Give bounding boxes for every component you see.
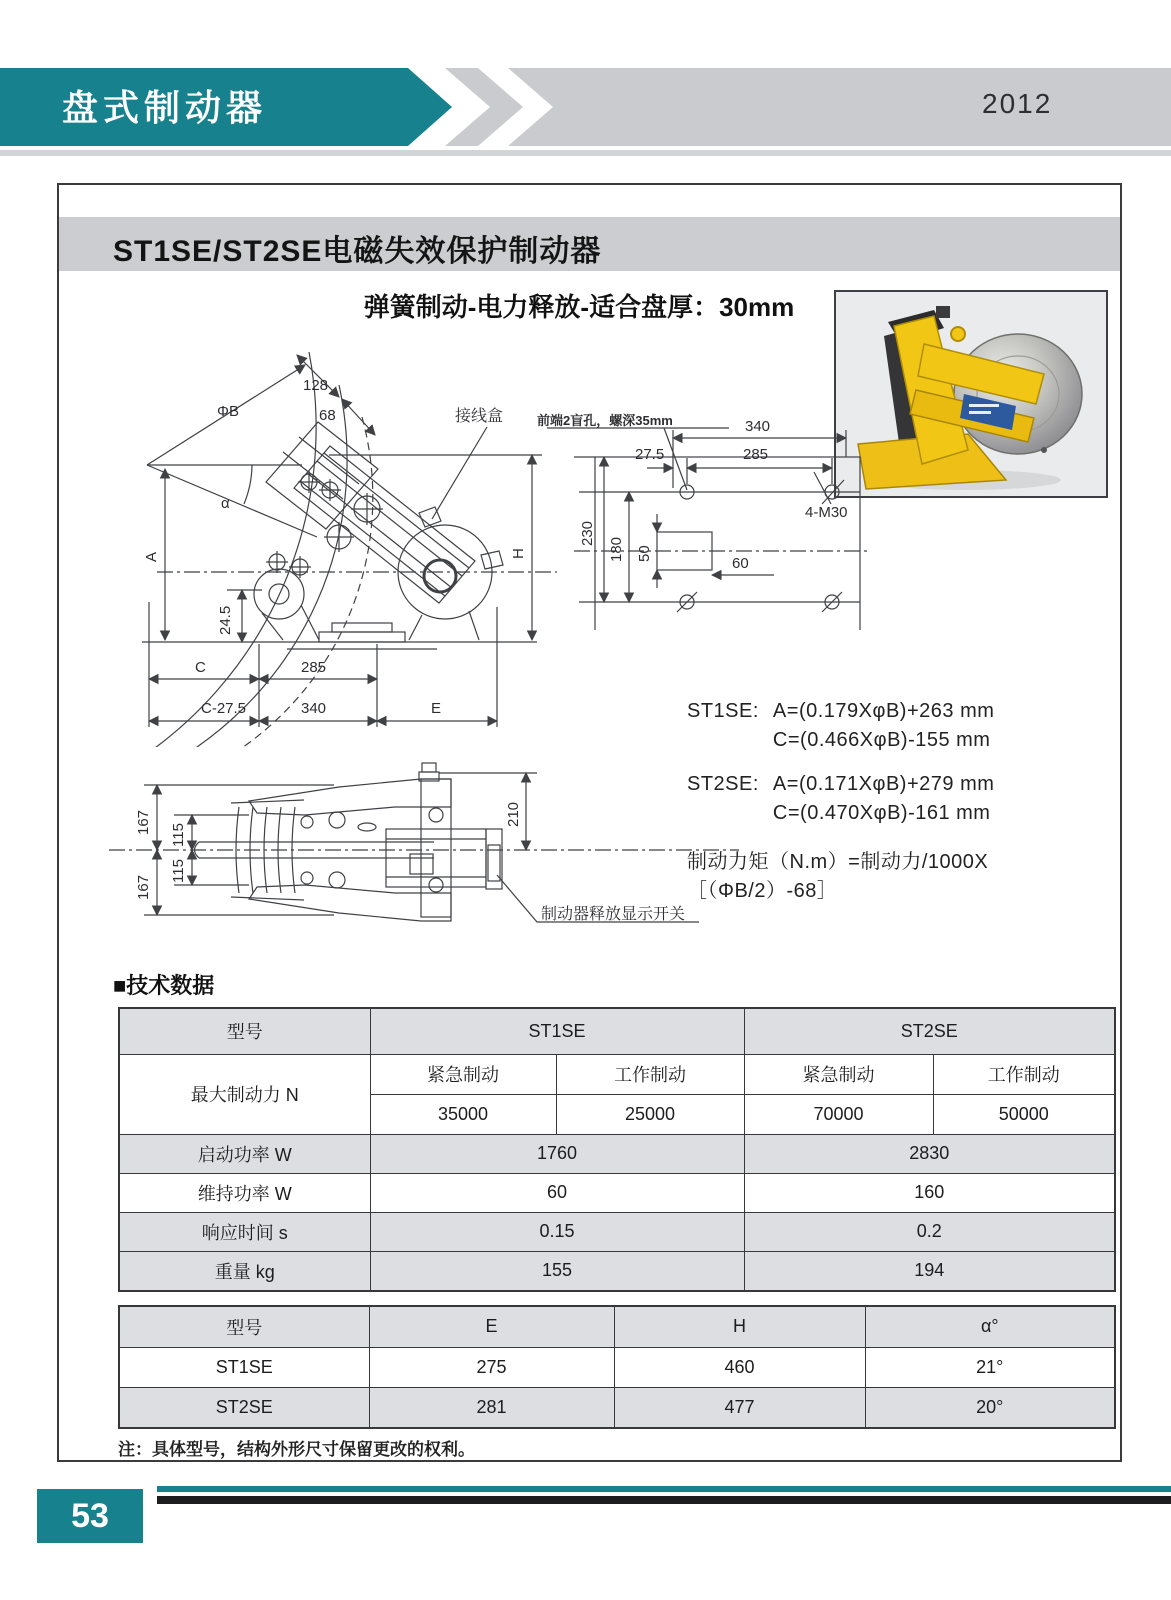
dim-340-side: 340	[301, 700, 327, 717]
row-value-cell: 155	[370, 1251, 744, 1291]
page-number: 53	[71, 1496, 109, 1535]
dim-value-cell: 20°	[865, 1387, 1115, 1428]
product-title: ST1SE/ST2SE电磁失效保护制动器	[113, 235, 602, 268]
table-note: 注：具体型号，结构外形尺寸保留更改的权利。	[118, 1440, 475, 1459]
dim-60: 60	[732, 555, 749, 572]
drawing-side-view	[87, 347, 587, 747]
model-header-cell: 型号	[119, 1008, 370, 1054]
dim-phi-b: ΦB	[217, 403, 239, 420]
table-row	[119, 1134, 1115, 1173]
dim-value-cell: 275	[369, 1347, 614, 1387]
formula-st2se	[687, 770, 994, 828]
dim-285-plate: 285	[743, 446, 769, 463]
dim-167-bottom: 167	[135, 874, 152, 900]
model-st1se-cell: ST1SE	[370, 1008, 744, 1054]
tech-data-section-title: ■技术数据	[113, 973, 215, 998]
dim-210: 210	[505, 801, 522, 827]
dim-alpha: α	[221, 495, 230, 512]
product-title-bar	[59, 217, 1120, 271]
dim-header-cell: E	[369, 1306, 614, 1347]
year-label: 2012	[982, 88, 1053, 119]
row-value-cell: 1760	[370, 1134, 744, 1173]
table-row	[119, 1173, 1115, 1212]
sub-header-cell: 工作制动	[556, 1054, 744, 1094]
drawing-top-view	[99, 745, 779, 940]
dim-a: A	[143, 551, 160, 562]
formula-st2se-label: ST2SE:	[687, 773, 759, 795]
table-row	[119, 1251, 1115, 1291]
dim-68: 68	[319, 407, 336, 424]
dimension-table	[118, 1305, 1116, 1429]
formula-torque: 制动力矩（N.m）=制动力/1000X［（ΦB/2）-68］	[687, 851, 989, 902]
footer-line-teal	[157, 1486, 1171, 1492]
dim-128: 128	[303, 377, 329, 394]
formula-st1se-a: A=(0.179XφB)+263 mm	[772, 700, 995, 722]
dim-value-cell: 21°	[865, 1347, 1115, 1387]
dim-180: 180	[608, 536, 625, 562]
blind-hole-note: 前端2盲孔，螺深35mm	[537, 413, 673, 428]
row-value-cell: 160	[744, 1173, 1115, 1212]
row-value-cell: 0.15	[370, 1212, 744, 1251]
dim-value-cell: 281	[369, 1387, 614, 1428]
max-force-value-cell: 35000	[370, 1094, 556, 1134]
banner-underline	[0, 150, 1171, 156]
max-force-value-cell: 70000	[744, 1094, 933, 1134]
dim-value-cell: 477	[614, 1387, 865, 1428]
drawing-mounting-plate	[529, 380, 869, 630]
row-value-cell: 2830	[744, 1134, 1115, 1173]
row-value-cell: 0.2	[744, 1212, 1115, 1251]
table-row	[119, 1054, 1115, 1094]
table-row	[119, 1347, 1115, 1387]
dim-e: E	[431, 700, 442, 717]
formula-st1se-label: ST1SE:	[687, 700, 759, 722]
dim-340-plate: 340	[745, 418, 771, 435]
sub-header-cell: 紧急制动	[370, 1054, 556, 1094]
dim-167-top: 167	[135, 809, 152, 835]
page-number-box	[37, 1489, 143, 1543]
dim-115-bottom: 115	[170, 859, 187, 883]
row-value-cell: 60	[370, 1173, 744, 1212]
dim-27-5: 27.5	[635, 446, 665, 463]
row-value-cell: 194	[744, 1251, 1115, 1291]
table-row	[119, 1008, 1115, 1054]
junction-box-label: 接线盒	[455, 408, 504, 425]
sub-header-cell: 紧急制动	[744, 1054, 933, 1094]
dim-header-cell: α°	[865, 1306, 1115, 1347]
footer-line-black	[157, 1496, 1171, 1504]
max-force-value-cell: 25000	[556, 1094, 744, 1134]
content-box	[57, 183, 1122, 1462]
dim-285-side: 285	[301, 659, 327, 676]
formula-st2se-c: C=(0.470XφB)-161 mm	[772, 802, 991, 824]
table-row	[119, 1306, 1115, 1347]
bolt-label-4-m30: 4-M30	[805, 504, 848, 521]
formula-st1se-c: C=(0.466XφB)-155 mm	[772, 729, 991, 751]
table-row	[119, 1212, 1115, 1251]
release-switch-label: 制动器释放显示开关	[541, 906, 686, 923]
dim-230: 230	[579, 520, 596, 546]
row-label-cell: 响应时间 s	[119, 1212, 370, 1251]
row-label-cell: 启动功率 W	[119, 1134, 370, 1173]
model-st2se-cell: ST2SE	[744, 1008, 1115, 1054]
brake-photo-illustration	[836, 292, 1106, 496]
max-force-value-cell: 50000	[933, 1094, 1115, 1134]
row-label-cell: 重量 kg	[119, 1251, 370, 1291]
dim-115-top: 115	[170, 823, 187, 847]
dim-value-cell: ST2SE	[119, 1387, 369, 1428]
max-force-label-cell: 最大制动力 N	[119, 1054, 370, 1134]
category-title: 盘式制动器	[62, 87, 268, 128]
dim-value-cell: ST1SE	[119, 1347, 369, 1387]
dim-24-5: 24.5	[217, 605, 234, 635]
dim-c: C	[195, 659, 206, 676]
dim-50: 50	[636, 545, 653, 562]
product-photo	[834, 290, 1108, 498]
formula-st1se	[687, 697, 994, 755]
row-label-cell: 维持功率 W	[119, 1173, 370, 1212]
dim-value-cell: 460	[614, 1347, 865, 1387]
dim-h: H	[510, 548, 527, 559]
product-subtitle: 弹簧制动-电力释放-适合盘厚：30mm	[363, 292, 795, 322]
dim-header-cell: 型号	[119, 1306, 369, 1347]
dim-c-minus-27-5: C-27.5	[201, 700, 247, 717]
formula-st2se-a: A=(0.171XφB)+279 mm	[772, 773, 995, 795]
sub-header-cell: 工作制动	[933, 1054, 1115, 1094]
dim-header-cell: H	[614, 1306, 865, 1347]
tech-data-table	[118, 1007, 1116, 1292]
table-row	[119, 1387, 1115, 1428]
